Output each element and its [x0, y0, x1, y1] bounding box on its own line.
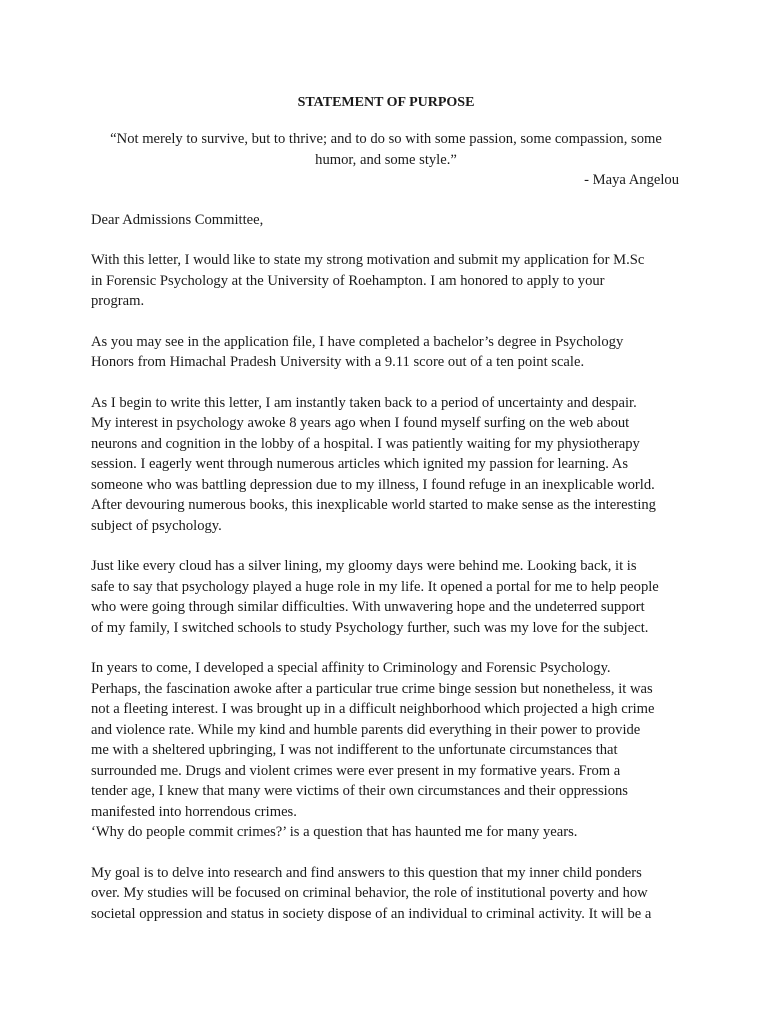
- paragraph-line: My goal is to delve into research and find answers to this question that my inner child ponders: [91, 864, 642, 881]
- paragraph-line: program.: [91, 293, 145, 309]
- paragraph-line: in Forensic Psychology at the University of Roehampton. I am honored to apply to your: [91, 272, 605, 289]
- paragraph-line: safe to say that psychology played a huge role in my life. It opened a portal for me to help people: [91, 578, 659, 595]
- paragraph-education: [91, 332, 681, 373]
- paragraph-line: As I begin to write this letter, I am instantly taken back to a period of uncertainty and despair.: [91, 394, 637, 411]
- paragraph-line: who were going through similar difficulties. With unwavering hope and the undeterred support: [91, 599, 645, 615]
- paragraph-line: not a fleeting interest. I was brought up in a difficult neighborhood which projected a high crime: [91, 701, 655, 717]
- paragraph-forensic-interest: [91, 658, 681, 843]
- paragraph-line: over. My studies will be focused on criminal behavior, the role of institutional poverty and how: [91, 885, 648, 901]
- paragraph-line: someone who was battling depression due to my illness, I found refuge in an inexplicable world.: [91, 476, 655, 493]
- paragraph-line: With this letter, I would like to state my strong motivation and submit my application for M.Sc: [91, 252, 645, 268]
- paragraph-line: manifested into horrendous crimes.: [91, 803, 297, 820]
- paragraph-line: surrounded me. Drugs and violent crimes were ever present in my formative years. From a: [91, 762, 621, 779]
- paragraph-line: Perhaps, the fascination awoke after a particular true crime binge session but nonetheless, it was: [91, 680, 653, 697]
- paragraph-line: tender age, I knew that many were victims of their own circumstances and their oppressions: [91, 783, 628, 799]
- paragraph-line: After devouring numerous books, this inexplicable world started to make sense as the interesting: [91, 497, 656, 513]
- paragraph-line: of my family, I switched schools to study Psychology further, such was my love for the subject.: [91, 619, 649, 636]
- paragraph-line: subject of psychology.: [91, 517, 222, 534]
- paragraph-origin: [91, 393, 681, 537]
- document-title: STATEMENT OF PURPOSE: [297, 95, 475, 110]
- paragraph-goals: [91, 863, 681, 925]
- paragraph-line: ‘Why do people commit crimes?’ is a question that has haunted me for many years.: [91, 824, 578, 840]
- paragraph-application: [91, 250, 681, 312]
- paragraph-line: As you may see in the application file, I have completed a bachelor’s degree in Psychology: [91, 333, 624, 350]
- epigraph-quote: [91, 129, 681, 170]
- paragraph-line: societal oppression and status in society dispose of an individual to criminal activity. It will be a: [91, 905, 652, 922]
- paragraph-line: My interest in psychology awoke 8 years ago when I found myself surfing on the web about: [91, 415, 630, 431]
- paragraph-line: and violence rate. While my kind and humble parents did everything in their power to provide: [91, 721, 641, 738]
- quote-line: humor, and some style.”: [315, 151, 457, 168]
- paragraph-line: neurons and cognition in the lobby of a hospital. I was patiently waiting for my physiotherapy: [91, 435, 640, 452]
- quote-line: “Not merely to survive, but to thrive; and to do so with some passion, some compassion, some: [110, 131, 662, 147]
- paragraph-line: session. I eagerly went through numerous articles which ignited my passion for learning. As: [91, 456, 629, 472]
- paragraph-line: Just like every cloud has a silver lining, my gloomy days were behind me. Looking back, it is: [91, 558, 637, 574]
- paragraph-line: Honors from Himachal Pradesh University with a 9.11 score out of a ten point scale.: [91, 354, 585, 370]
- quote-attribution: - Maya Angelou: [584, 172, 679, 188]
- paragraph-line: In years to come, I developed a special affinity to Criminology and Forensic Psychology.: [91, 660, 611, 676]
- paragraph-line: me with a sheltered upbringing, I was not indifferent to the unfortunate circumstances that: [91, 742, 618, 758]
- salutation: Dear Admissions Committee,: [91, 211, 264, 228]
- document-body: [91, 94, 681, 924]
- paragraph-silver-lining: [91, 556, 681, 638]
